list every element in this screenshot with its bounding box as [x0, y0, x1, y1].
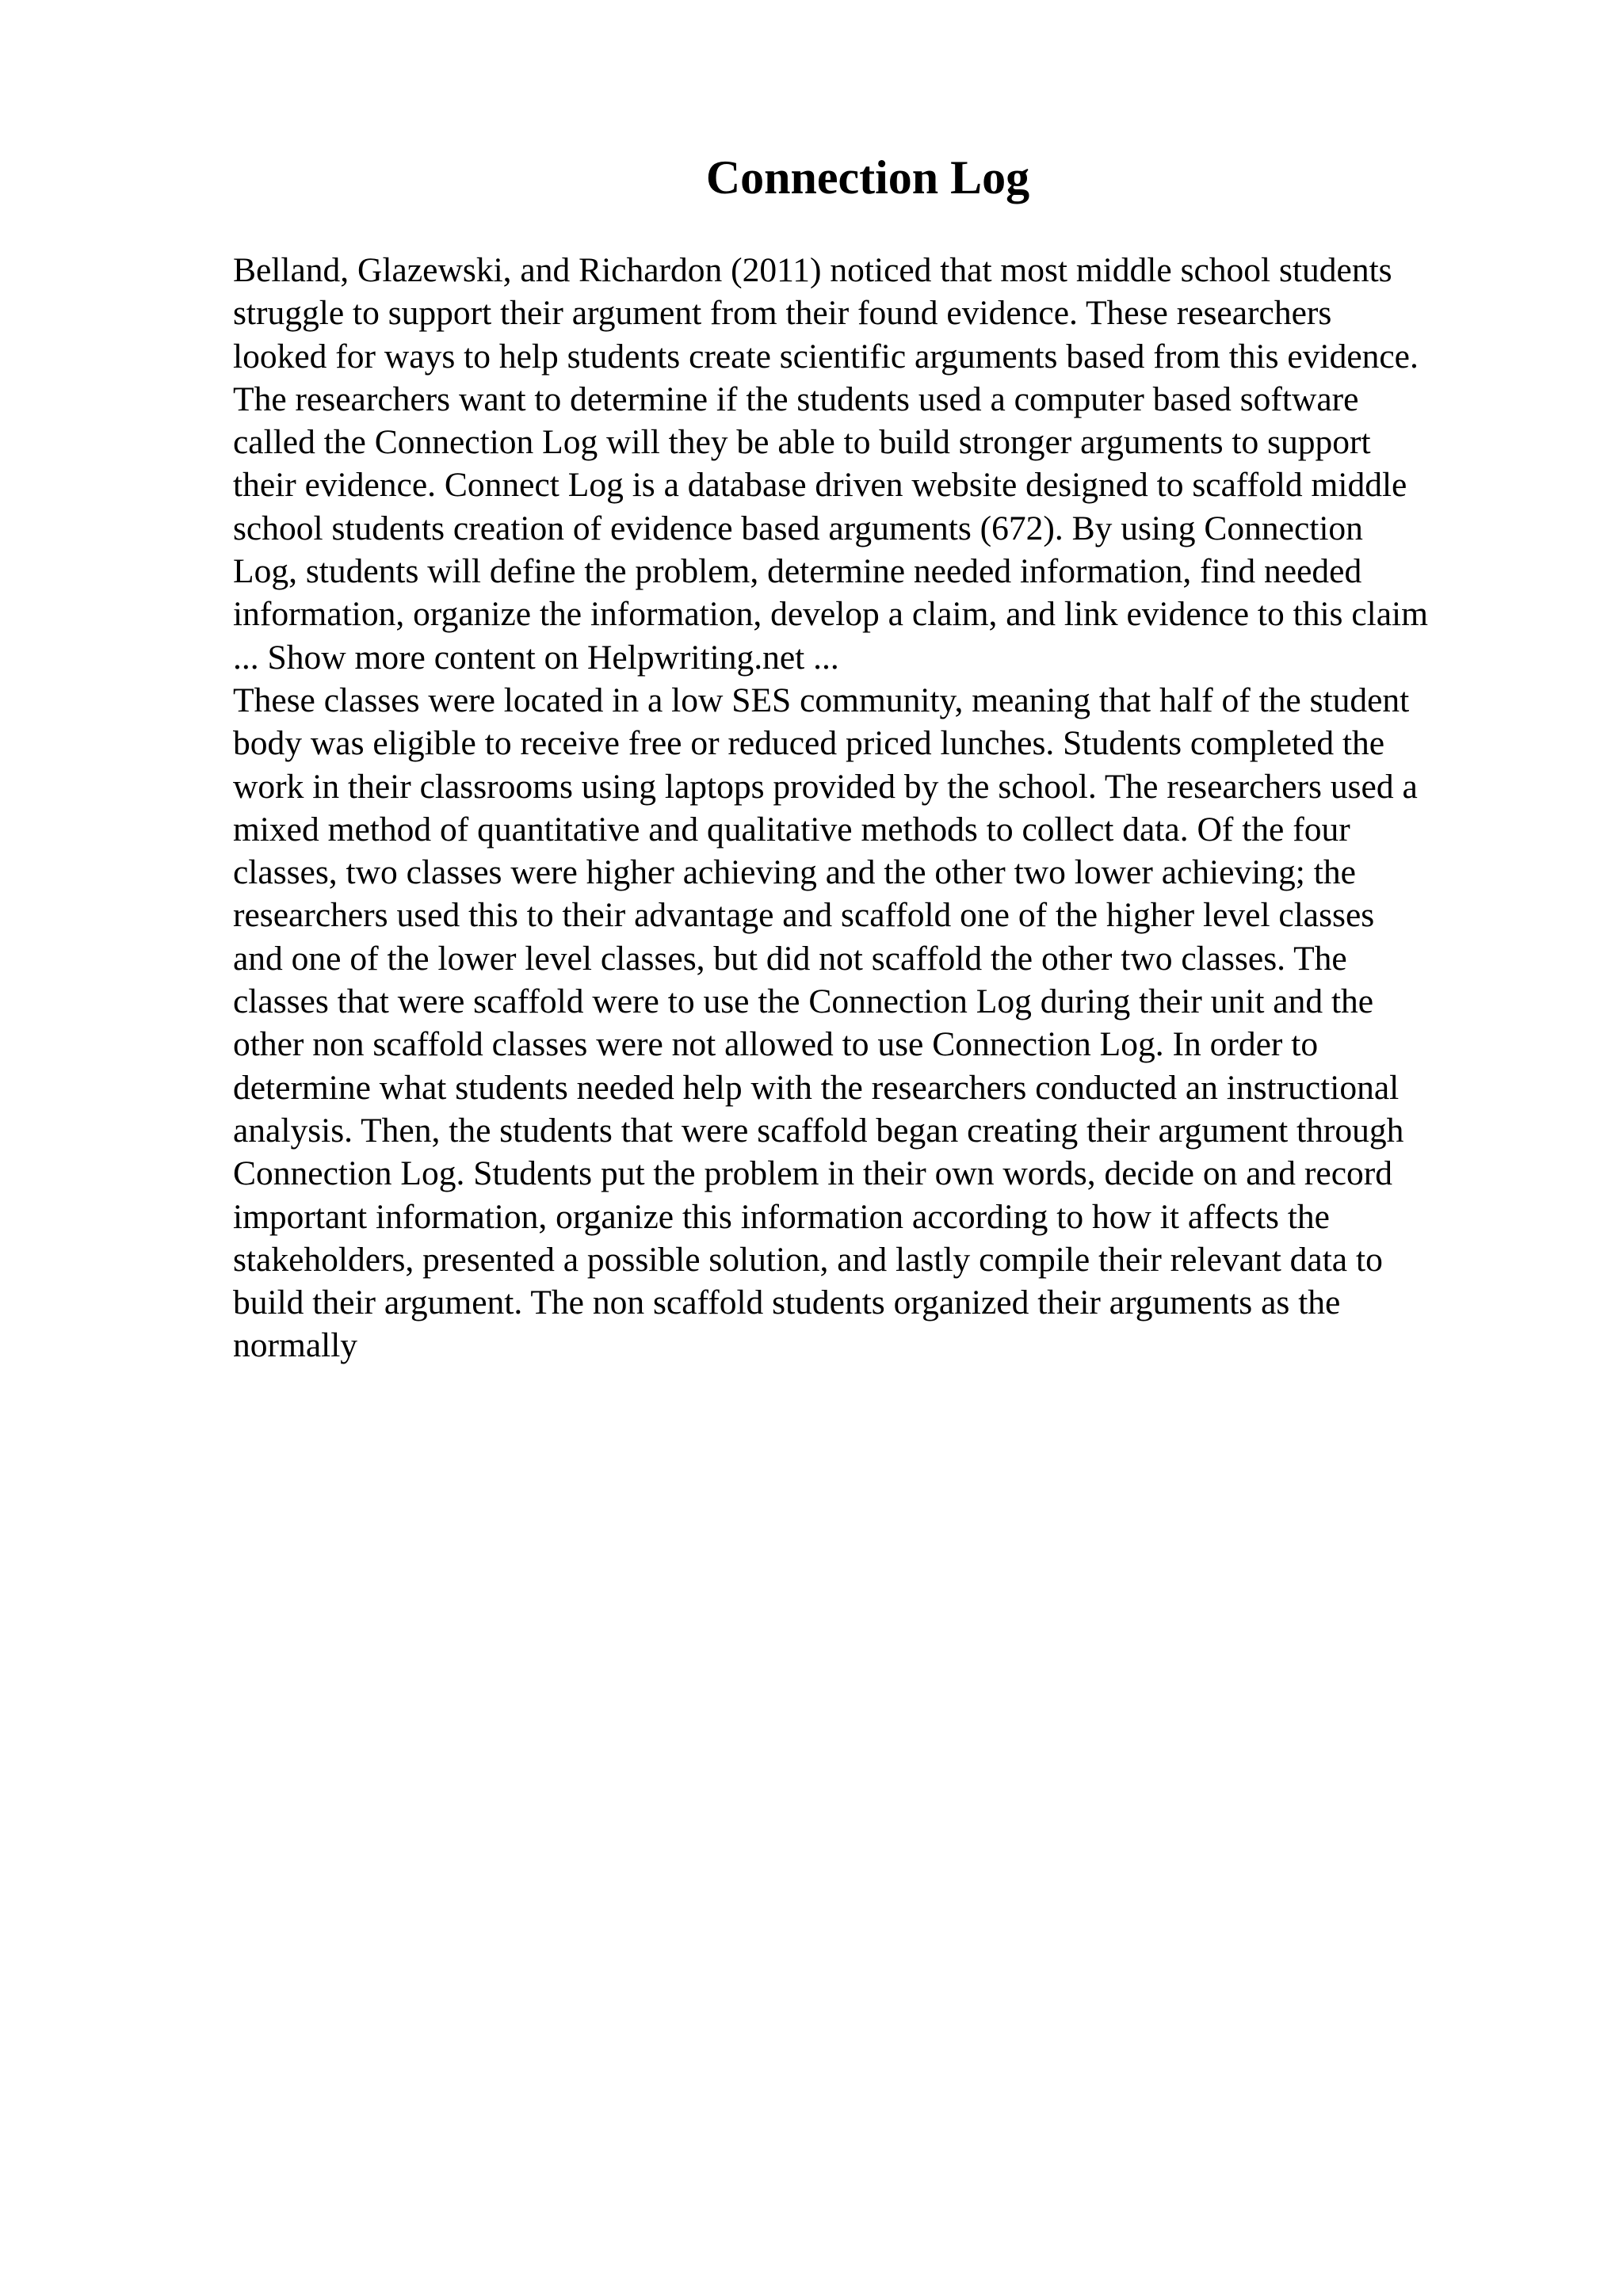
body-line: work in their classrooms using laptops provided by the school. The researchers used a — [233, 767, 1418, 806]
body-line: body was eligible to receive free or reduced priced lunches. Students completed the — [233, 724, 1385, 763]
body-line: analysis. Then, the students that were scaffold began creating their argument through — [233, 1111, 1404, 1150]
body-line: important information, organize this information according to how it affects the — [233, 1197, 1330, 1236]
body-line: normally — [233, 1326, 358, 1365]
body-line: The researchers want to determine if the students used a computer based software — [233, 379, 1359, 418]
body-line: Log, students will define the problem, determine needed information, find needed — [233, 552, 1362, 591]
body-line: These classes were located in a low SES community, meaning that half of the student — [233, 681, 1410, 719]
body-line: struggle to support their argument from their found evidence. These researchers — [233, 294, 1332, 333]
body-line: classes, two classes were higher achieving and the other two lower achieving; the — [233, 853, 1356, 892]
body-line: classes that were scaffold were to use the Connection Log during their unit and the — [233, 982, 1374, 1021]
body-line: their evidence. Connect Log is a database driven website designed to scaffold middle — [233, 466, 1407, 505]
body-line: school students creation of evidence based arguments (672). By using Connection — [233, 509, 1363, 547]
body-line: Belland, Glazewski, and Richardon (2011) noticed that most middle school students — [233, 251, 1392, 289]
document-title: Connection Log — [705, 151, 1030, 204]
body-line: Connection Log. Students put the problem in their own words, decide on and record — [233, 1154, 1392, 1193]
body-line: other non scaffold classes were not allowed to use Connection Log. In order to — [233, 1025, 1319, 1064]
body-line: called the Connection Log will they be able to build stronger arguments to support — [233, 423, 1371, 462]
body-line: mixed method of quantitative and qualitative methods to collect data. Of the four — [233, 810, 1350, 849]
body-line: researchers used this to their advantage and scaffold one of the higher level classes — [233, 896, 1375, 935]
body-line: stakeholders, presented a possible solution, and lastly compile their relevant data to — [233, 1240, 1383, 1279]
body-line: and one of the lower level classes, but did not scaffold the other two classes. The — [233, 939, 1347, 978]
body-line: looked for ways to help students create scientific arguments based from this evidence. — [233, 337, 1419, 376]
body-line: build their argument. The non scaffold students organized their arguments as the — [233, 1283, 1341, 1322]
document-body — [233, 249, 1517, 1367]
body-line: determine what students needed help with the researchers conducted an instructional — [233, 1068, 1400, 1107]
show-more-link[interactable]: ... Show more content on Helpwriting.net ... — [233, 638, 839, 677]
body-line: information, organize the information, develop a claim, and link evidence to this claim — [233, 595, 1428, 634]
